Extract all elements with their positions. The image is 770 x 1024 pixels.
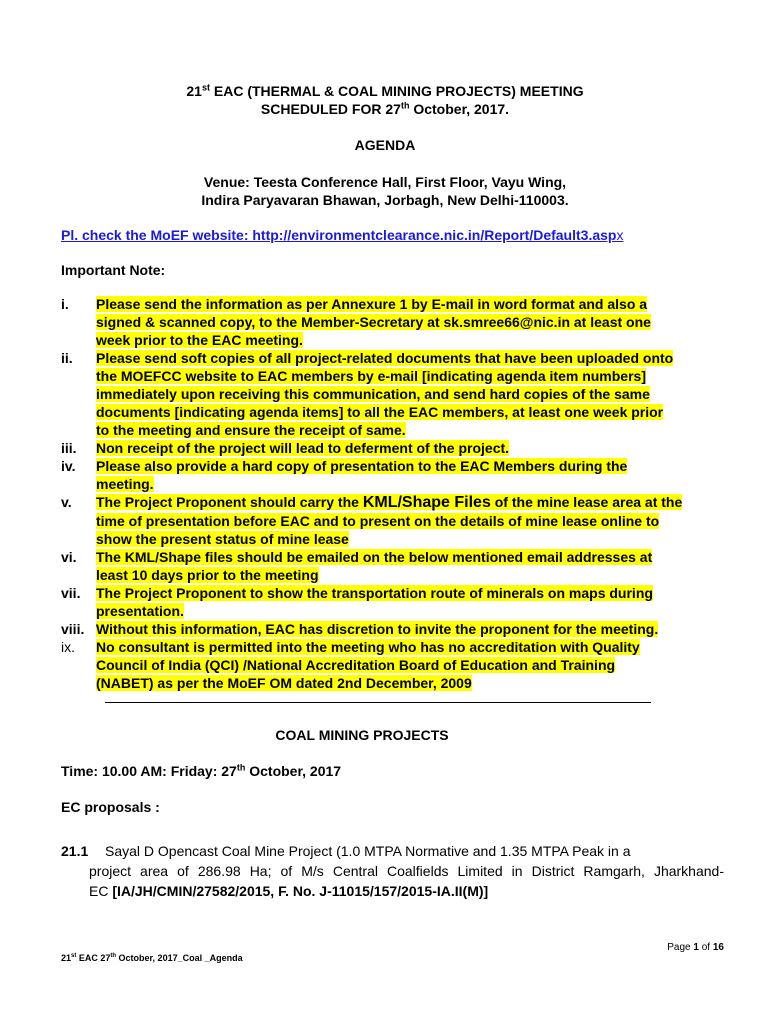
agenda-item-text: EC xyxy=(89,883,113,899)
list-item-text: Please also provide a hard copy of presentation to the EAC Members during the xyxy=(96,458,628,474)
list-item-number: v. xyxy=(61,494,72,510)
list-item-text: documents [indicating agenda items] to all the EAC members, at least one week prior xyxy=(96,404,664,420)
list-item-text: show the present status of mine lease xyxy=(96,531,349,547)
list-item xyxy=(61,638,731,692)
page-number: Page 1 of 16 xyxy=(667,942,724,953)
list-item xyxy=(61,457,731,493)
section-divider xyxy=(105,702,651,703)
list-item xyxy=(61,439,731,457)
list-item-number: vii. xyxy=(61,585,81,601)
venue-line2: Indira Paryavaran Bhawan, Jorbagh, New Delhi-110003. xyxy=(201,192,569,208)
important-note-heading: Important Note: xyxy=(61,262,166,278)
file-reference: [IA/JH/CMIN/27582/2015, F. No. J-11015/157/2015-IA.II(M)] xyxy=(112,883,489,899)
meeting-title-line1: 21st EAC (THERMAL & COAL MINING PROJECTS) MEETING xyxy=(186,82,584,99)
list-item-text: The KML/Shape files should be emailed on the below mentioned email addresses at xyxy=(96,549,653,565)
meeting-time: Time: 10.00 AM: Friday: 27th October, 2017 xyxy=(61,762,342,779)
agenda-item-number: 21.1 xyxy=(61,843,89,859)
list-item-number: vi. xyxy=(61,549,77,565)
list-item-text: Non receipt of the project will lead to deferment of the project. xyxy=(96,440,510,456)
list-item-text: Without this information, EAC has discretion to invite the proponent for the meeting. xyxy=(96,621,659,637)
list-item-text: the MOEFCC website to EAC members by e-mail [indicating agenda item numbers] xyxy=(96,368,646,384)
agenda-item-text: Sayal D Opencast Coal Mine Project (1.0 MTPA Normative and 1.35 MTPA Peak in a xyxy=(105,843,631,859)
list-item-number: iv. xyxy=(61,458,76,474)
list-item-text: The Project Proponent to show the transportation route of minerals on maps during xyxy=(96,585,653,601)
list-item-number: i. xyxy=(61,296,69,312)
list-item-text: presentation. xyxy=(96,603,184,619)
list-item xyxy=(61,349,731,439)
list-item-number: ii. xyxy=(61,350,73,366)
agenda-item xyxy=(61,841,724,901)
list-item-text: signed & scanned copy, to the Member-Secretary at sk.smree66@nic.in at least one xyxy=(96,314,651,330)
list-item xyxy=(61,548,731,584)
list-item-text: least 10 days prior to the meeting xyxy=(96,567,319,583)
list-item-text: to the meeting and ensure the receipt of same. xyxy=(96,422,406,438)
list-item-text: (NABET) as per the MoEF OM dated 2nd December, 2009 xyxy=(96,675,472,691)
list-item-text: Council of India (QCI) /National Accreditation Board of Education and Training xyxy=(96,657,616,673)
list-item xyxy=(61,620,731,638)
list-item-text: of the mine lease area at the xyxy=(490,494,683,510)
list-item-text: No consultant is permitted into the meeting who has no accreditation with Quality xyxy=(96,639,640,655)
list-item xyxy=(61,584,731,620)
list-item-number: iii. xyxy=(61,440,77,456)
section-title: COAL MINING PROJECTS xyxy=(275,727,449,743)
page-footer: 21st EAC 27th October, 2017_Coal _Agenda xyxy=(61,953,243,963)
list-item-text: Please send the information as per Annexure 1 by E-mail in word format and also a xyxy=(96,296,648,312)
meeting-title-line2: SCHEDULED FOR 27th October, 2017. xyxy=(260,100,510,117)
list-item-text: immediately upon receiving this communication, and send hard copies of the same xyxy=(96,386,650,402)
important-notes-list xyxy=(61,295,731,692)
list-item-text: week prior to the EAC meeting. xyxy=(96,332,303,348)
venue-line1: Venue: Teesta Conference Hall, First Floor, Vayu Wing, xyxy=(203,174,567,190)
list-item xyxy=(61,295,731,349)
list-item-text: time of presentation before EAC and to present on the details of mine lease online to xyxy=(96,513,660,529)
list-item-number: ix. xyxy=(61,639,75,655)
list-item-text: The Project Proponent should carry the xyxy=(96,494,363,510)
list-item-text: Please send soft copies of all project-related documents that have been uploaded onto xyxy=(96,350,674,366)
kml-emphasis: KML/Shape Files xyxy=(362,494,491,511)
agenda-heading: AGENDA xyxy=(354,137,416,153)
list-item xyxy=(61,493,731,548)
ec-proposals-heading: EC proposals : xyxy=(61,799,160,815)
list-item-number: viii. xyxy=(61,621,85,637)
agenda-item-text: project area of 286.98 Ha; of M/s Central Coalfields Limited in District Ramgarh, Jharkhand- xyxy=(89,863,724,879)
moef-website-link[interactable]: Pl. check the MoEF website: http://environmentclearance.nic.in/Report/Default3.aspx xyxy=(61,227,624,243)
list-item-text: meeting. xyxy=(96,476,154,492)
